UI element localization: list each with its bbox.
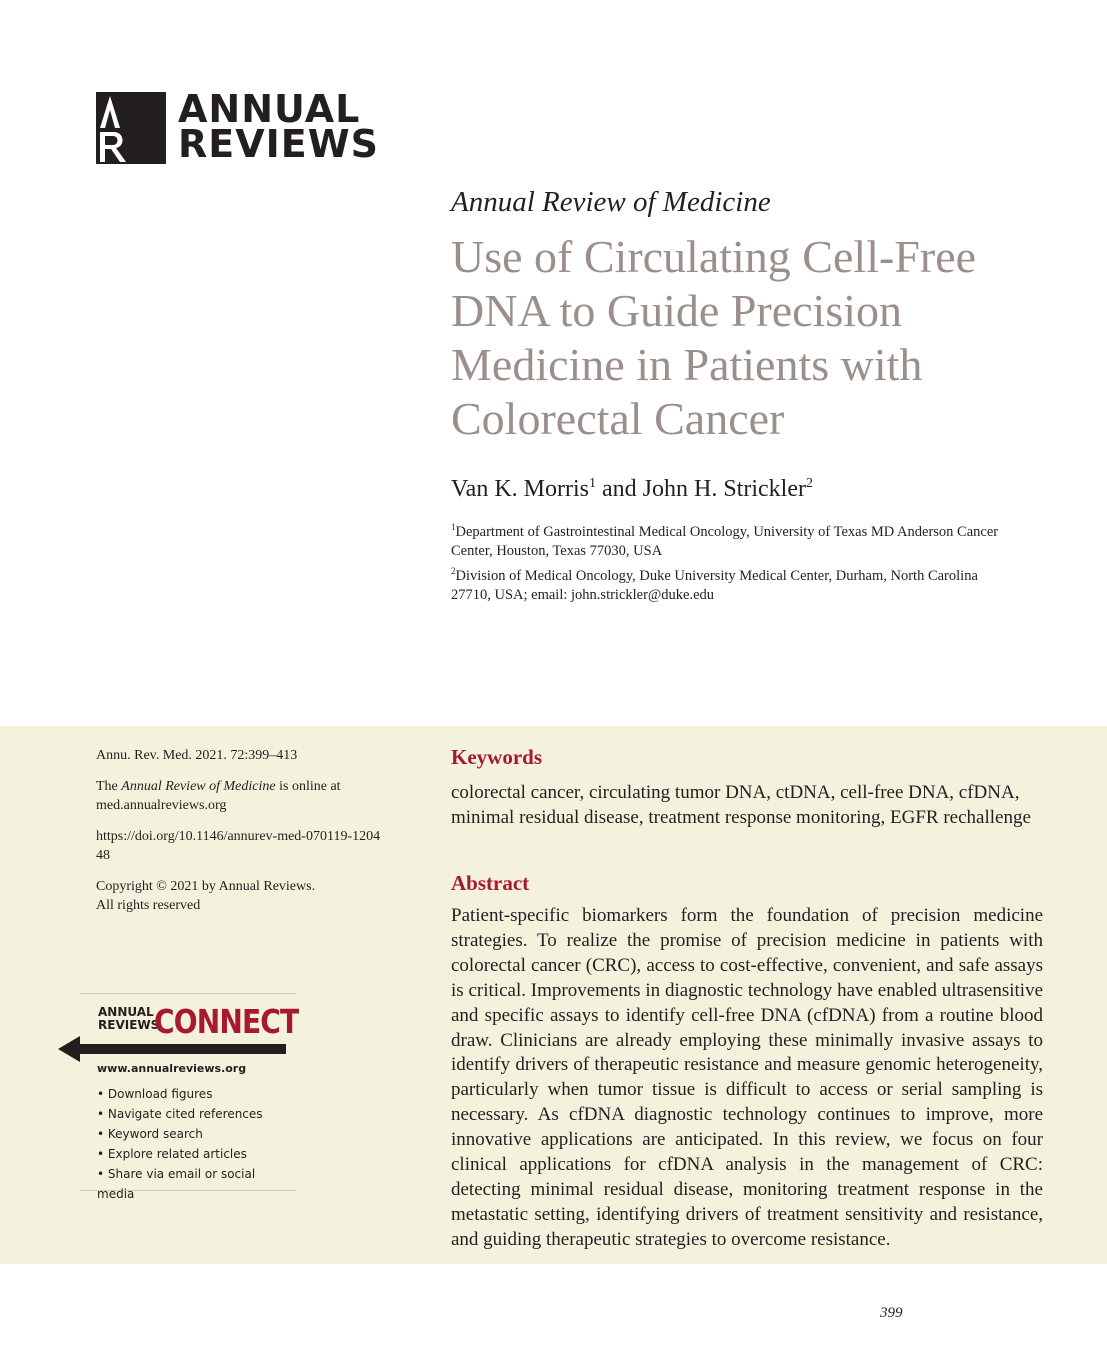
- online-journal: Annual Review of Medicine: [121, 779, 276, 794]
- affiliation-2-num: 2: [451, 566, 456, 576]
- logo-line1: ANNUAL: [178, 87, 361, 131]
- list-item: • Keyword search: [97, 1127, 203, 1141]
- article-title: Use of Circulating Cell-Free DNA to Guide Precision Medicine in Patients with Colorectal Cancer: [451, 231, 977, 444]
- online-post: is online at med.annualreviews.org: [96, 779, 341, 813]
- rights-line: All rights reserved: [96, 898, 201, 913]
- abstract-heading: Abstract: [451, 871, 530, 895]
- list-item: • Navigate cited references: [97, 1107, 263, 1121]
- keywords-heading: Keywords: [451, 745, 542, 769]
- connect-small-2: REVIEWS: [98, 1018, 160, 1032]
- author-2: John H. Strickler: [642, 476, 806, 502]
- annual-reviews-logo: [96, 87, 380, 166]
- affiliation-2: [451, 562, 1011, 605]
- journal-name: Annual Review of Medicine: [451, 186, 771, 218]
- connect-small-1: ANNUAL: [98, 1005, 154, 1019]
- ar-logo-icon: [96, 92, 166, 164]
- list-item: • Share via email or social media: [97, 1167, 256, 1201]
- author-2-affil: 2: [805, 476, 813, 491]
- affiliation-1-text: Department of Gastrointestinal Medical Oncology, University of Texas MD Anderson Cancer Center, Houston, Texas 77030, USA: [451, 523, 999, 559]
- page-number: 399: [880, 1305, 903, 1321]
- online-pre: The: [96, 779, 122, 794]
- connect-logo-small: [98, 1006, 158, 1032]
- affiliation-1-num: 1: [451, 522, 456, 532]
- connect-logo-big: CONNECT: [154, 1002, 299, 1041]
- list-item: • Explore related articles: [97, 1147, 247, 1161]
- abstract-text: Patient-specific biomarkers form the foundation of precision medicine strategies. To realize the promise of precision medicine in patients with colorectal cancer (CRC), access to cost-effective, convenient, and safe assays is critical. Improvements in diagnostic technology have enabled ultrasensitive and specific assays to identify cell-free DNA (cfDNA) from a routine blood draw. Clinicians are already employing these minimally invasive assays to identify drivers of therapeutic resistance and measure genomic heterogeneity, particularly when tumor tissue is difficult to access or serial sampling is necessary. As cfDNA diagnostic technology continues to improve, more innovative applications are anticipated. In this review, we focus on four clinical applications for cfDNA analysis in the management of CRC: detecting minimal residual disease, monitoring treatment response in the metastatic setting, identifying drivers of treatment sensitivity and resistance, and guiding therapeutic strategies to overcome resistance.: [451, 905, 1043, 1250]
- citation: Annu. Rev. Med. 2021. 72:399–413: [96, 748, 298, 763]
- author-1: Van K. Morris: [451, 476, 589, 502]
- connect-url[interactable]: www.annualreviews.org: [97, 1062, 247, 1075]
- logo-wordmark: [178, 87, 380, 166]
- copyright-line: Copyright © 2021 by Annual Reviews.: [96, 879, 316, 894]
- online-note: [96, 777, 396, 815]
- author-1-affil: 1: [589, 476, 596, 491]
- copyright: [96, 877, 396, 915]
- list-item: • Download figures: [97, 1087, 213, 1101]
- authors: [451, 476, 813, 503]
- doi-link[interactable]: https://doi.org/10.1146/annurev-med-070119-120448: [96, 829, 381, 863]
- keywords-text: colorectal cancer, circulating tumor DNA, ctDNA, cell-free DNA, cfDNA, minimal residual disease, treatment response monitoring, EGFR rechallenge: [451, 782, 1031, 828]
- affiliation-2-text: Division of Medical Oncology, Duke University Medical Center, Durham, North Carolina 27710, USA; email: john.strickler@duke.edu: [451, 567, 978, 603]
- author-joiner: and: [596, 476, 643, 502]
- connect-feature-list: [97, 1084, 296, 1204]
- affiliation-1: [451, 518, 1011, 561]
- connect-promo[interactable]: [80, 993, 299, 1201]
- arrow-left-icon: [58, 1034, 288, 1064]
- logo-line2: REVIEWS: [178, 122, 380, 166]
